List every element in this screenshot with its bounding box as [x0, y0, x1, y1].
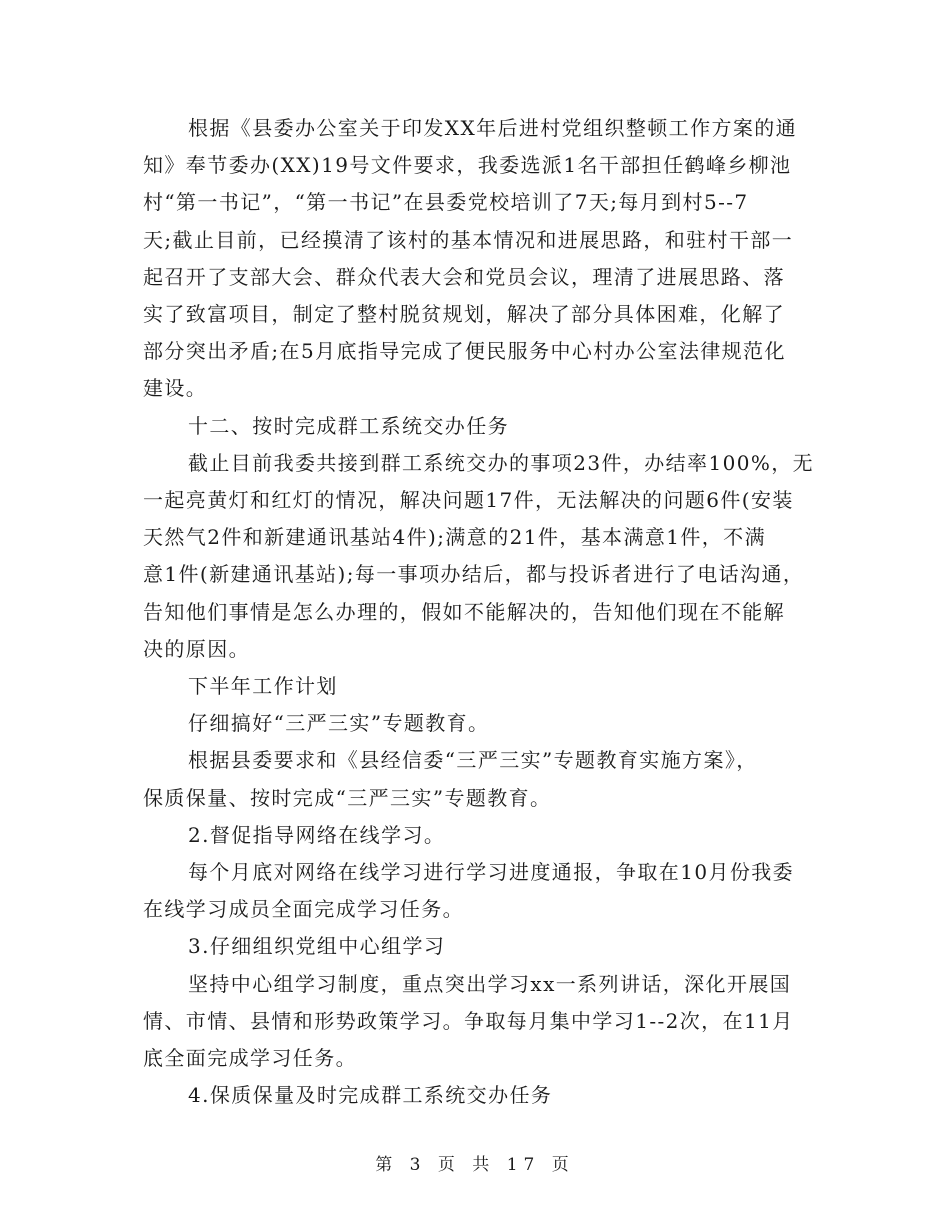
- text-line: 部分突出矛盾;在5月底指导完成了便民服务中心村办公室法律规范化: [143, 339, 786, 364]
- text-line: 告知他们事情是怎么办理的，假如不能解决的，告知他们现在不能解: [143, 599, 785, 624]
- text-line: 根据县委要求和《县经信委“三严三实”专题教育实施方案》，: [188, 748, 758, 773]
- text-line: 根据《县委办公室关于印发XX年后进村党组织整顿工作方案的通: [188, 116, 798, 140]
- text-line: 起召开了支部大会、群众代表大会和党员会议，理清了进展思路、落: [143, 264, 785, 289]
- text-line: 下半年工作计划: [188, 674, 338, 699]
- text-line: 仔细搞好“三严三实”专题教育。: [188, 711, 490, 736]
- text-line: 在线学习成员全面完成学习任务。: [143, 897, 464, 922]
- text-line: 村“第一书记”，“第一书记”在县委党校培训了7天;每月到村5--7: [143, 190, 749, 215]
- text-line: 3.仔细组织党组中心组学习: [188, 934, 446, 959]
- text-line: 每个月底对网络在线学习进行学习进度通报，争取在10月份我委: [188, 860, 795, 885]
- text-line: 4.保质保量及时完成群工系统交办任务: [188, 1083, 553, 1108]
- text-line: 保质保量、按时完成“三严三实”专题教育。: [143, 785, 552, 810]
- text-line: 一起亮黄灯和红灯的情况，解决问题17件，无法解决的问题6件(安装: [143, 488, 794, 513]
- text-line: 决的原因。: [143, 636, 250, 661]
- text-line: 天然气2件和新建通讯基站4件);满意的21件，基本满意1件，不满: [143, 525, 766, 550]
- text-line: 底全面完成学习任务。: [143, 1046, 357, 1071]
- text-line: 情、市情、县情和形势政策学习。争取每月集中学习1--2次，在11月: [143, 1008, 794, 1033]
- text-line: 十二、按时完成群工系统交办任务: [188, 413, 509, 438]
- page-footer: 第 3 页 共 17 页: [375, 1155, 575, 1175]
- text-line: 截止目前我委共接到群工系统交办的事项23件，办结率100%，无: [188, 450, 815, 475]
- text-line: 坚持中心组学习制度，重点突出学习xx一系列讲话，深化开展国: [188, 971, 792, 996]
- text-line: 实了致富项目，制定了整村脱贫规划，解决了部分具体困难，化解了: [143, 302, 785, 327]
- text-line: 知》奉节委办(XX)19号文件要求，我委选派1名干部担任鹤峰乡柳池: [143, 153, 792, 178]
- document-body: [143, 110, 813, 1114]
- text-line: 意1件(新建通讯基站);每一事项办结后，都与投诉者进行了电话沟通，: [143, 562, 805, 587]
- text-line: 建设。: [143, 376, 208, 401]
- text-line: 2.督促指导网络在线学习。: [188, 822, 446, 847]
- text-line: 天;截止目前，已经摸清了该村的基本情况和进展思路，和驻村干部一: [143, 227, 794, 252]
